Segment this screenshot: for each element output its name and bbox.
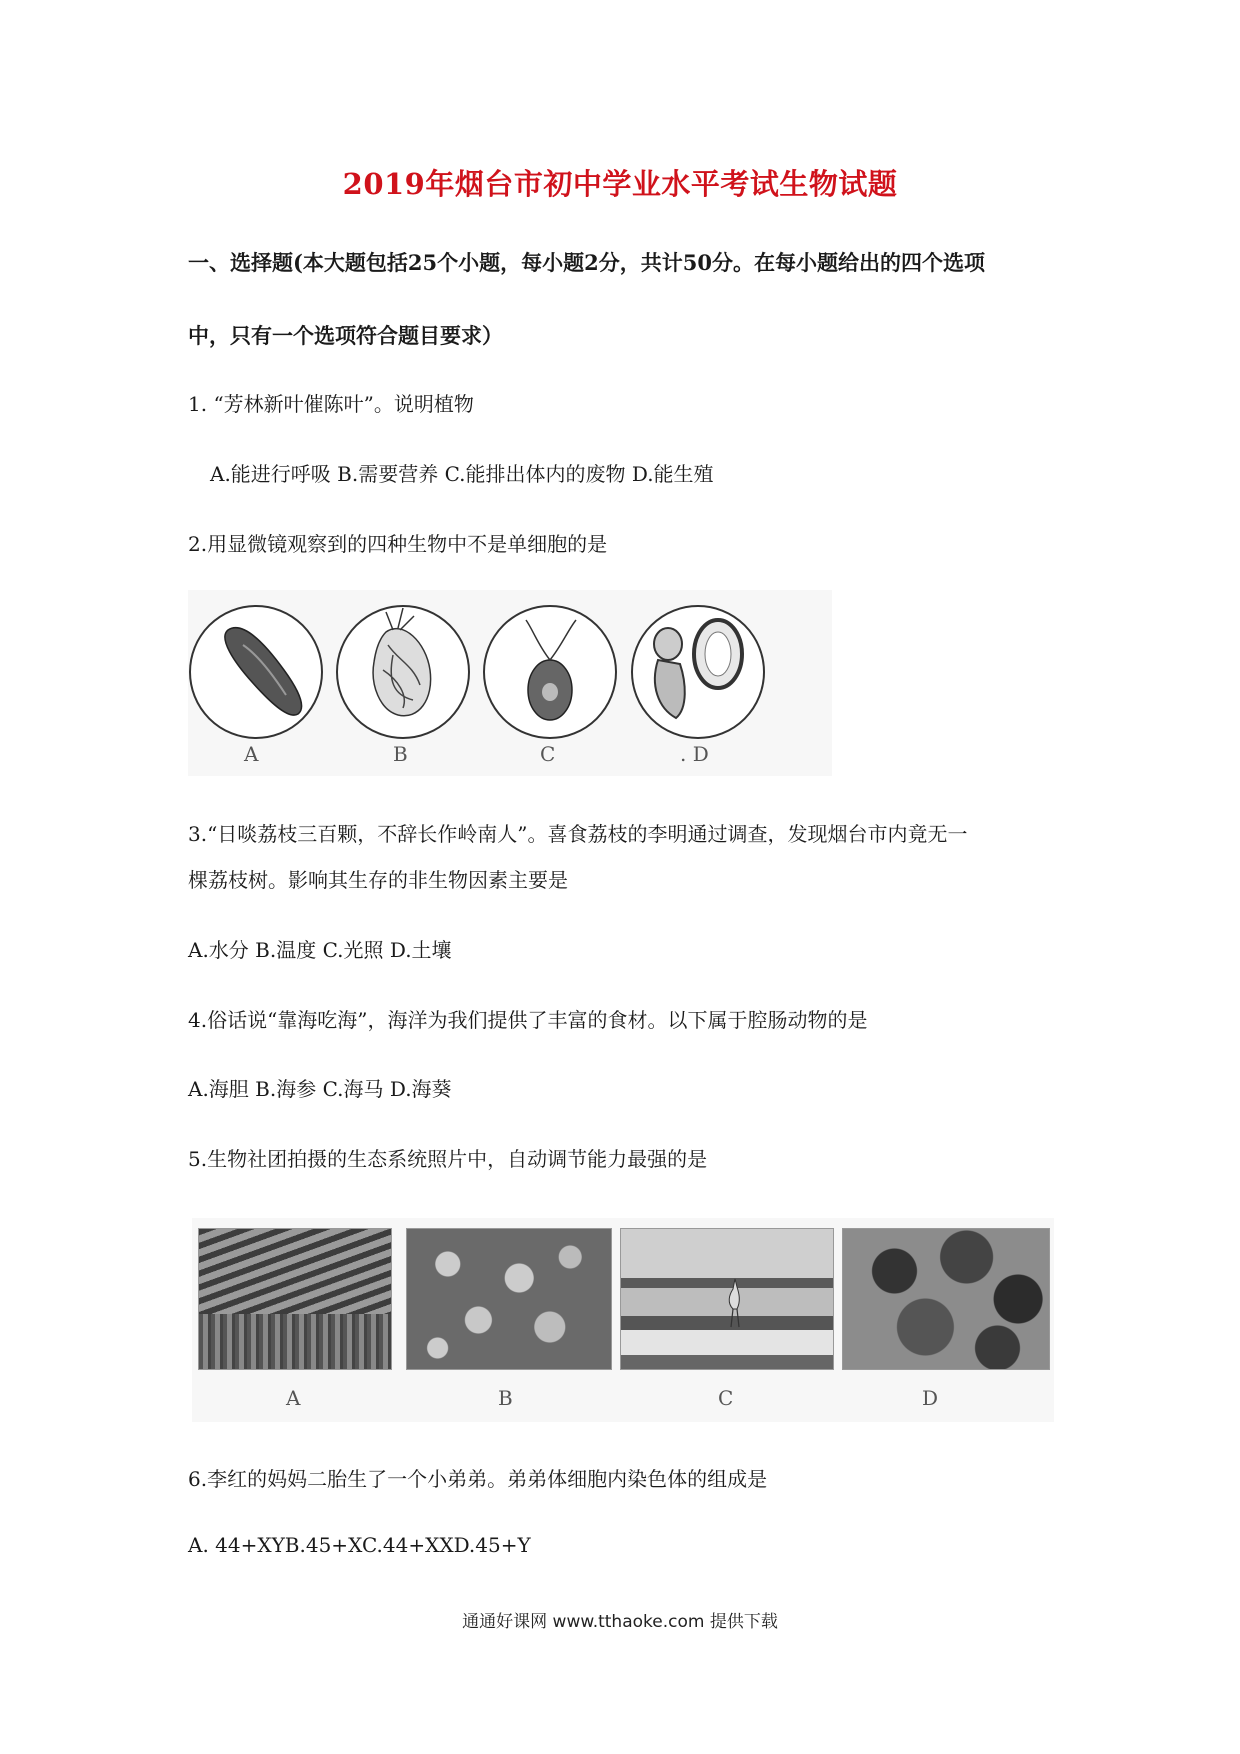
question-5-stem: 5.生物社团拍摄的生态系统照片中，自动调节能力最强的是 <box>188 1147 708 1171</box>
lily-pond-photo <box>406 1228 612 1370</box>
question-2-label-d: . D <box>680 742 709 766</box>
question-3-options: A.水分 B.温度 C.光照 D.土壤 <box>188 938 452 962</box>
forest-photo <box>842 1228 1050 1370</box>
question-5-label-a: A <box>286 1386 301 1410</box>
question-2-microscope-figure <box>188 590 832 776</box>
question-3-stem-line-2: 棵荔枝树。影响其生存的非生物因素主要是 <box>188 868 568 892</box>
question-6-stem: 6.李红的妈妈二胎生了一个小弟弟。弟弟体细胞内染色体的组成是 <box>188 1467 768 1491</box>
question-5-label-c: C <box>718 1386 734 1410</box>
question-5-label-d: D <box>922 1386 939 1410</box>
section-heading-line-2: 中，只有一个选项符合题目要求） <box>188 323 503 348</box>
lake-heron-photo <box>620 1228 834 1370</box>
question-6-options: A. 44+XYB.45+XC.44+XXD.45+Y <box>188 1533 531 1557</box>
page-title: 2019年烟台市初中学业水平考试生物试题 <box>342 167 898 201</box>
footer-source: 通通好课网 www.tthaoke.com 提供下载 <box>462 1612 778 1632</box>
question-2-label-b: B <box>393 742 408 766</box>
question-5-ecosystem-photos <box>192 1218 1054 1422</box>
farmland-photo <box>198 1228 392 1370</box>
question-1-options: A.能进行呼吸 B.需要营养 C.能排出体内的废物 D.能生殖 <box>210 462 714 486</box>
question-3-stem-line-1: 3.“日啖荔枝三百颗，不辞长作岭南人”。喜食荔枝的李明通过调查，发现烟台市内竟无一 <box>188 822 968 846</box>
question-1-stem: 1. “芳林新叶催陈叶”。说明植物 <box>188 392 474 416</box>
question-5-label-b: B <box>498 1386 513 1410</box>
question-4-options: A.海胆 B.海参 C.海马 D.海葵 <box>188 1077 452 1101</box>
heron-icon <box>621 1229 833 1369</box>
question-2-stem: 2.用显微镜观察到的四种生物中不是单细胞的是 <box>188 532 608 556</box>
question-4-stem: 4.俗话说“靠海吃海”，海洋为我们提供了丰富的食材。以下属于腔肠动物的是 <box>188 1008 868 1032</box>
section-heading-line-1: 一、选择题(本大题包括25个小题，每小题2分，共计50分。在每小题给出的四个选项 <box>188 250 985 275</box>
microscope-organisms-illustration <box>188 590 832 776</box>
question-2-label-c: C <box>540 742 556 766</box>
question-2-label-a: A <box>244 742 259 766</box>
